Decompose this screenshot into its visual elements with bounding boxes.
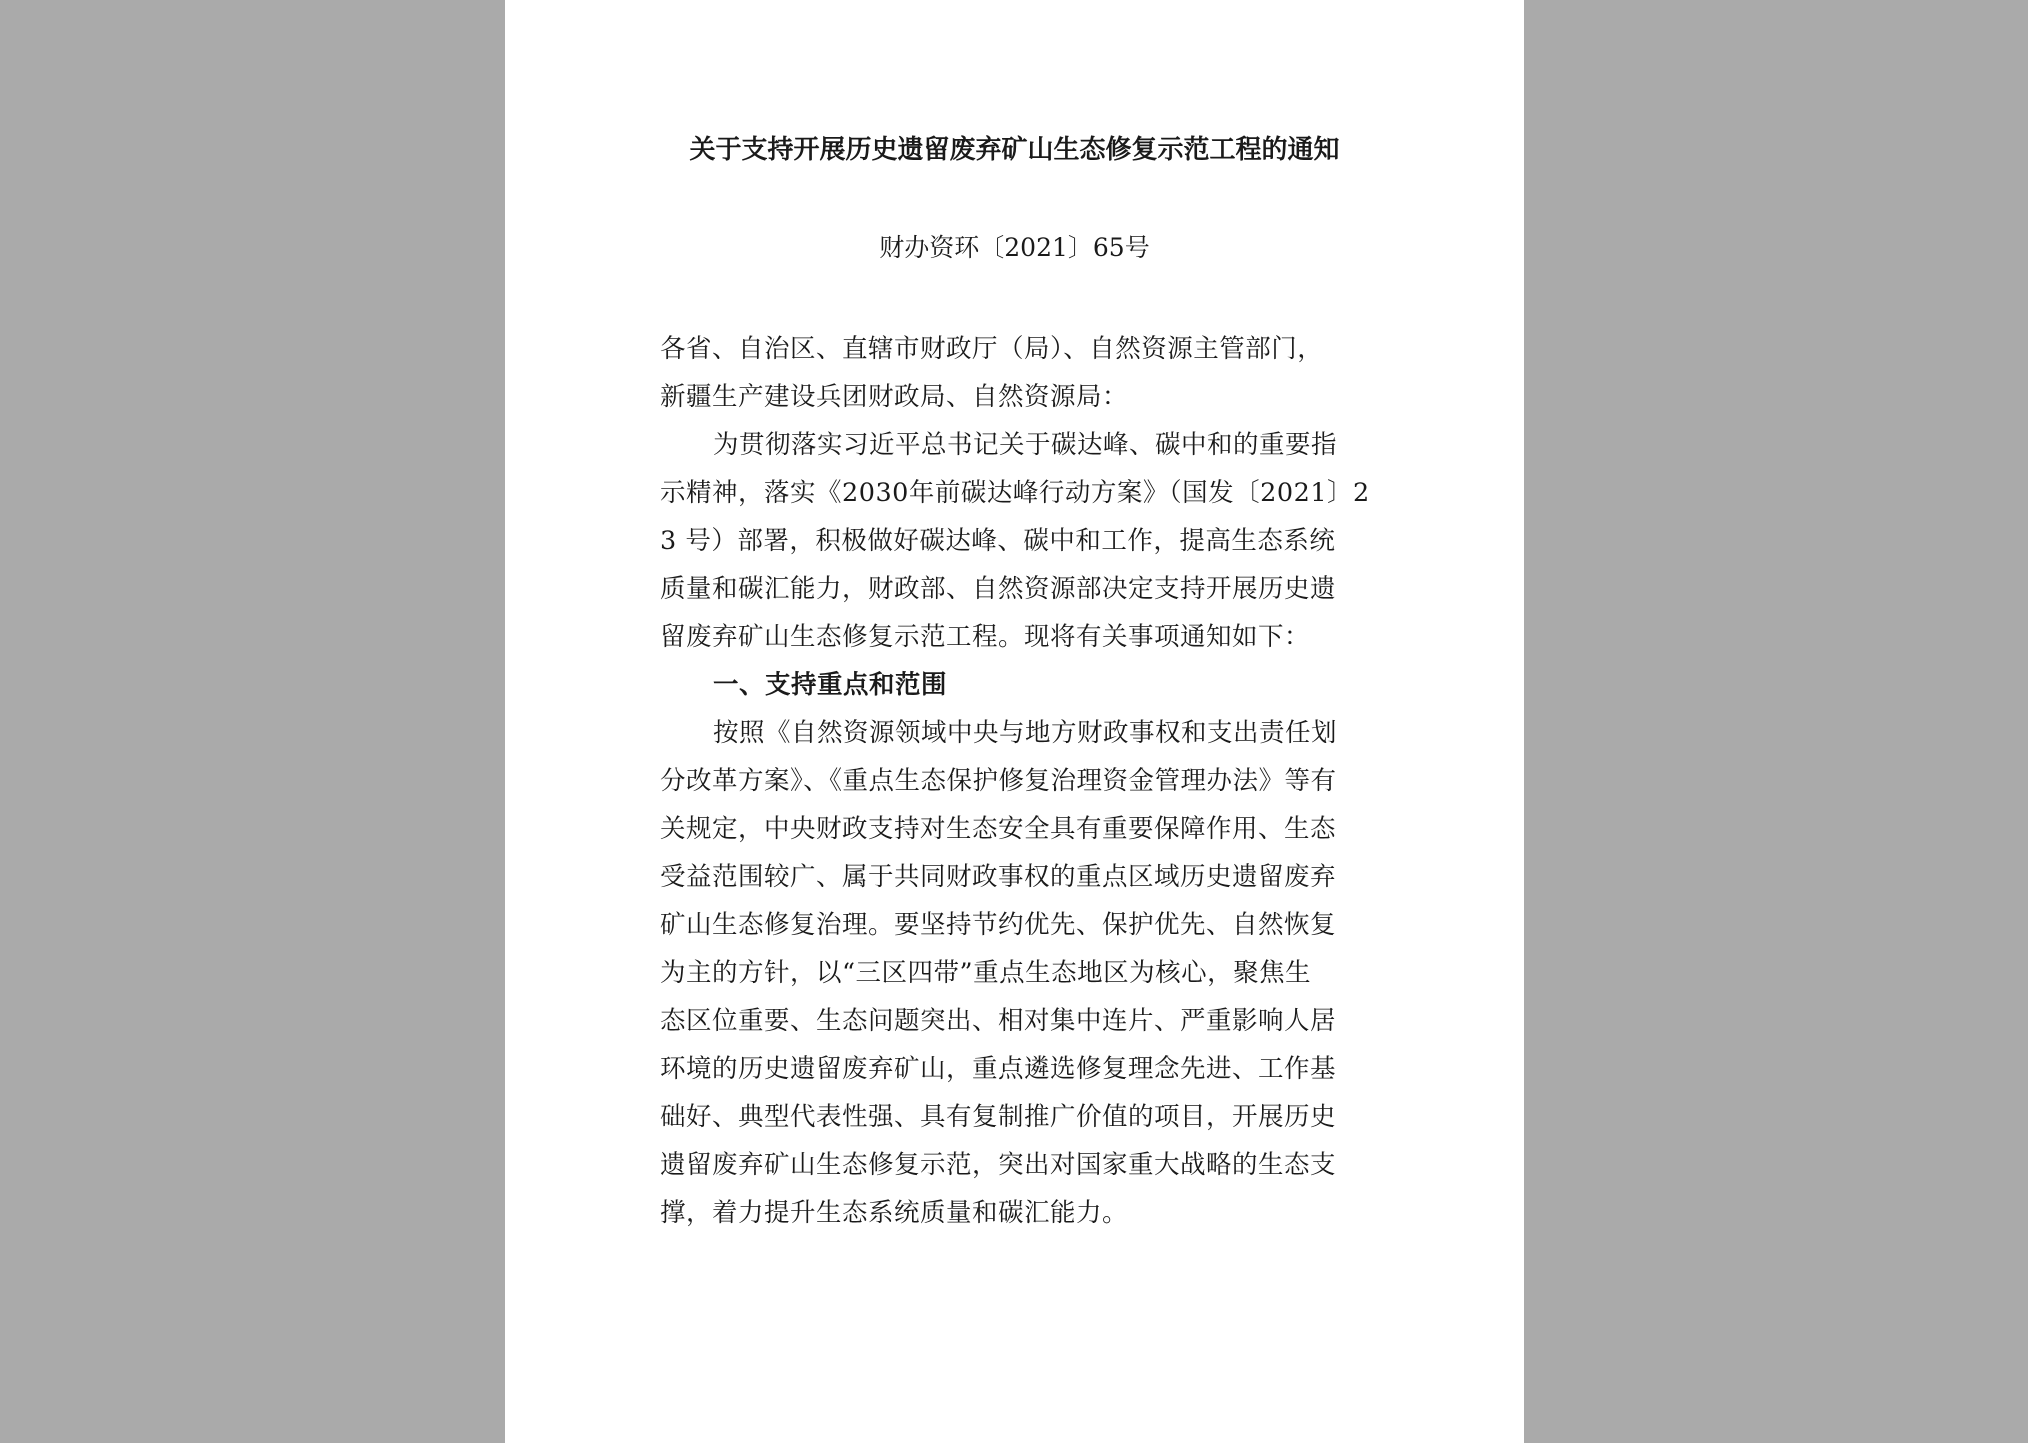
paragraph-line: 矿山生态修复治理。要坚持节约优先、保护优先、自然恢复 [660, 910, 1337, 940]
paragraph-line: 质量和碳汇能力，财政部、自然资源部决定支持开展历史遗 [660, 574, 1337, 604]
paragraph-line: 态区位重要、生态问题突出、相对集中连片、严重影响人居 [660, 1006, 1337, 1036]
section-heading: 一、支持重点和范围 [713, 670, 948, 700]
paragraph-line: 留废弃矿山生态修复示范工程。现将有关事项通知如下： [660, 622, 1311, 652]
paragraph-line: 础好、典型代表性强、具有复制推广价值的项目，开展历史 [660, 1102, 1337, 1132]
paragraph-line: 撑，着力提升生态系统质量和碳汇能力。 [660, 1198, 1129, 1228]
document-page [505, 0, 1524, 1443]
paragraph-line: 按照《自然资源领域中央与地方财政事权和支出责任划 [713, 718, 1338, 748]
paragraph-line: 为主的方针，以“三区四带”重点生态地区为核心，聚焦生 [660, 958, 1312, 988]
addressee-line: 各省、自治区、直辖市财政厅（局）、自然资源主管部门， [660, 334, 1324, 364]
paragraph-line: 环境的历史遗留废弃矿山，重点遴选修复理念先进、工作基 [660, 1054, 1337, 1084]
paragraph-line: 关规定，中央财政支持对生态安全具有重要保障作用、生态 [660, 814, 1337, 844]
document-number: 财办资环〔2021〕65号 [879, 233, 1150, 262]
paragraph-line: 受益范围较广、属于共同财政事权的重点区域历史遗留废弃 [660, 862, 1337, 892]
paragraph-line: 遗留废弃矿山生态修复示范，突出对国家重大战略的生态支 [660, 1150, 1337, 1180]
paragraph-line: 分改革方案》、《重点生态保护修复治理资金管理办法》等有 [660, 766, 1337, 796]
paragraph-line: 为贯彻落实习近平总书记关于碳达峰、碳中和的重要指 [713, 430, 1338, 460]
addressee-line: 新疆生产建设兵团财政局、自然资源局： [660, 382, 1129, 412]
document-body [660, 325, 1390, 1237]
document-title: 关于支持开展历史遗留废弃矿山生态修复示范工程的通知 [689, 135, 1340, 165]
paragraph-line: 3 号）部署，积极做好碳达峰、碳中和工作，提高生态系统 [660, 526, 1336, 556]
paragraph-line: 示精神，落实《2030年前碳达峰行动方案》（国发〔2021〕2 [660, 478, 1370, 508]
